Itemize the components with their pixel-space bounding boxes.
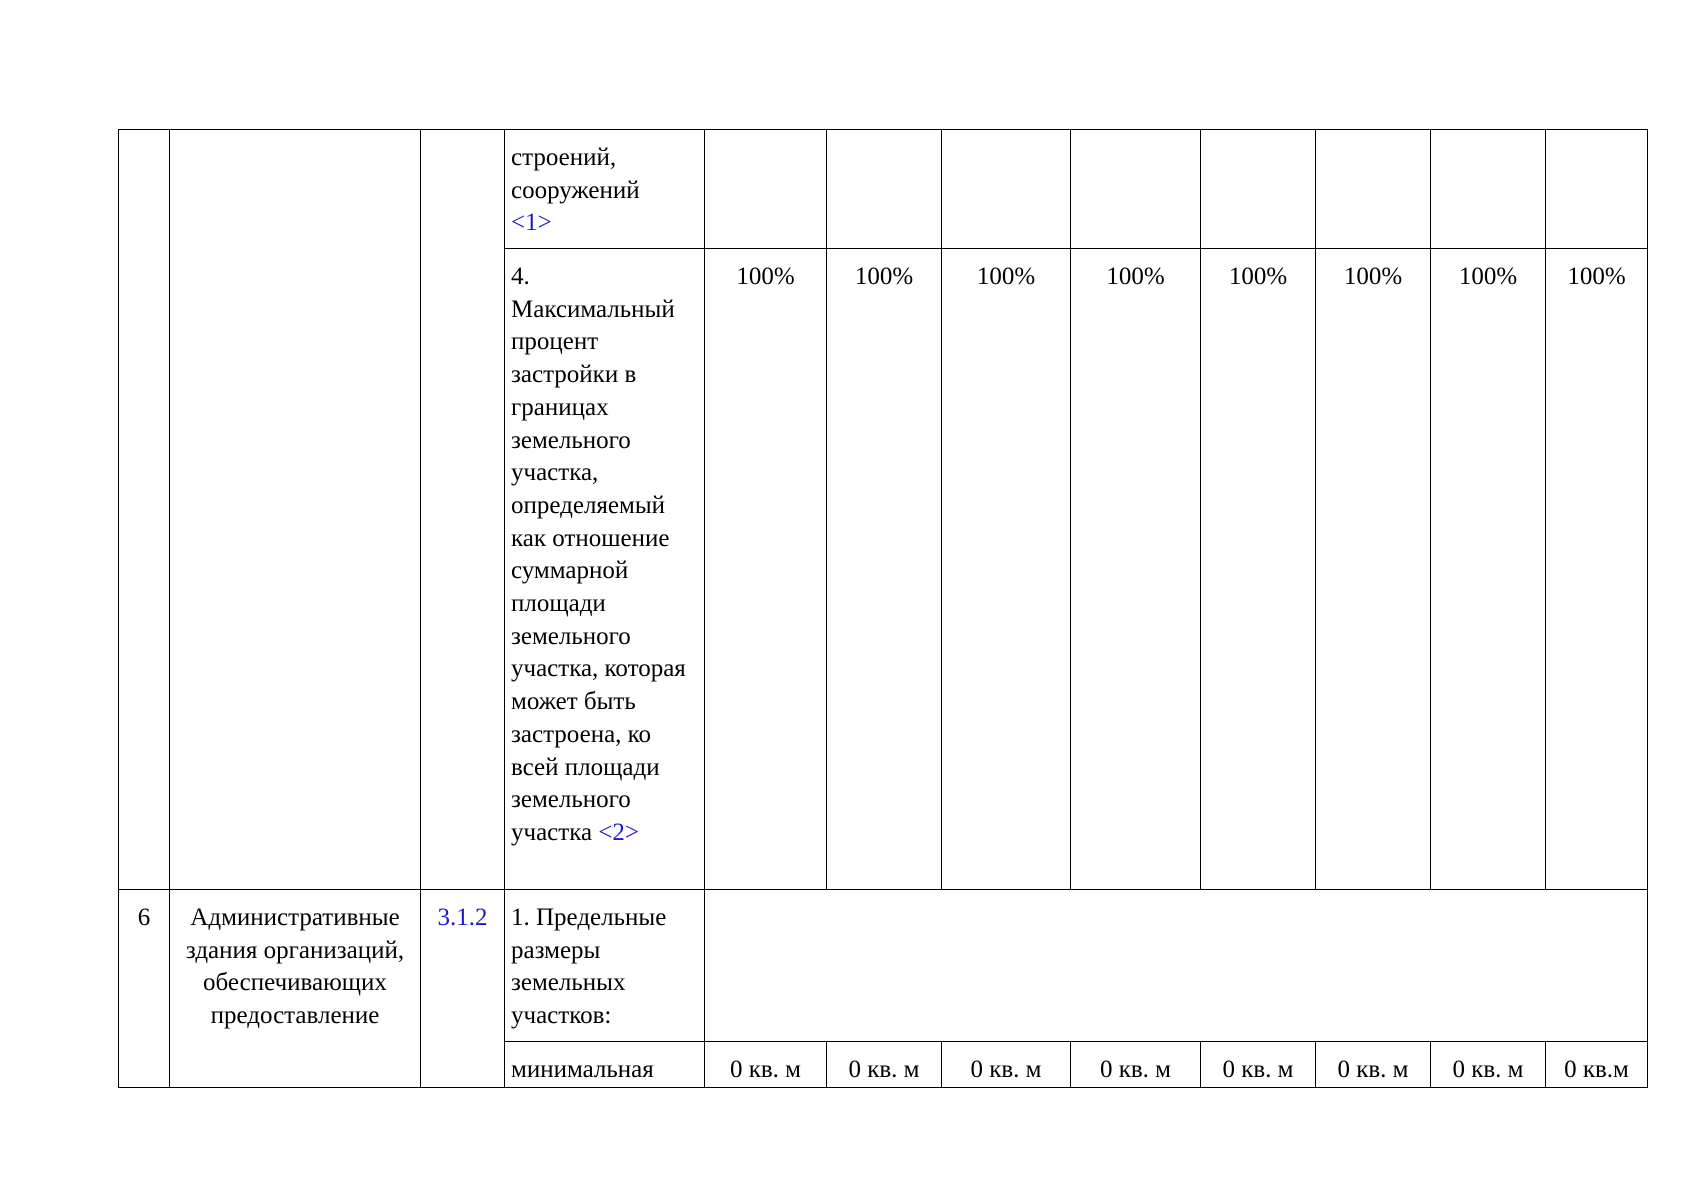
param-cell: минимальная (505, 1042, 705, 1088)
value-cell: 100% (827, 249, 942, 890)
value-cell: 0 кв. м (827, 1042, 942, 1088)
value-cell (705, 130, 827, 249)
regulations-table (118, 129, 1648, 1088)
param-cell: 1. Предельные размеры земельных участков: (505, 890, 705, 1042)
num-cell: 6 (119, 890, 170, 1088)
value-cell (1546, 130, 1648, 249)
param-cell (505, 249, 705, 890)
value-cell: 0 кв. м (1316, 1042, 1431, 1088)
value-cell: 100% (705, 249, 827, 890)
value-cell (827, 130, 942, 249)
value-cell: 100% (1546, 249, 1648, 890)
value-cell (1071, 130, 1201, 249)
value-cell: 0 кв. м (1071, 1042, 1201, 1088)
value-cell: 100% (1201, 249, 1316, 890)
value-cell (1201, 130, 1316, 249)
footnote-link-1[interactable]: <1> (511, 209, 552, 237)
code-link[interactable]: 3.1.2 (421, 890, 505, 1088)
value-cell: 100% (1431, 249, 1546, 890)
value-cell: 100% (1071, 249, 1201, 890)
value-cell (942, 130, 1071, 249)
param-cell (505, 130, 705, 249)
param-text: 4. Максимальный процент застройки в границах земельного участка, определяемый как отношение суммарной площади земельного участка, которая может быть застроена, ко всей площади земельного участка (511, 263, 686, 846)
num-cell (119, 130, 170, 890)
merged-value-cell (705, 890, 1648, 1042)
table-row (119, 890, 1648, 1042)
value-cell: 100% (942, 249, 1071, 890)
value-cell (1316, 130, 1431, 249)
name-cell: Административные здания организаций, обеспечивающих предоставление (170, 890, 421, 1088)
table-row (119, 130, 1648, 249)
value-cell: 0 кв.м (1546, 1042, 1648, 1088)
name-cell (170, 130, 421, 890)
value-cell: 100% (1316, 249, 1431, 890)
value-cell: 0 кв. м (1431, 1042, 1546, 1088)
param-text: строений, сооружений (511, 144, 640, 204)
value-cell: 0 кв. м (705, 1042, 827, 1088)
footnote-link-2[interactable]: <2> (598, 818, 640, 846)
value-cell: 0 кв. м (942, 1042, 1071, 1088)
code-cell (421, 130, 505, 890)
value-cell (1431, 130, 1546, 249)
value-cell: 0 кв. м (1201, 1042, 1316, 1088)
